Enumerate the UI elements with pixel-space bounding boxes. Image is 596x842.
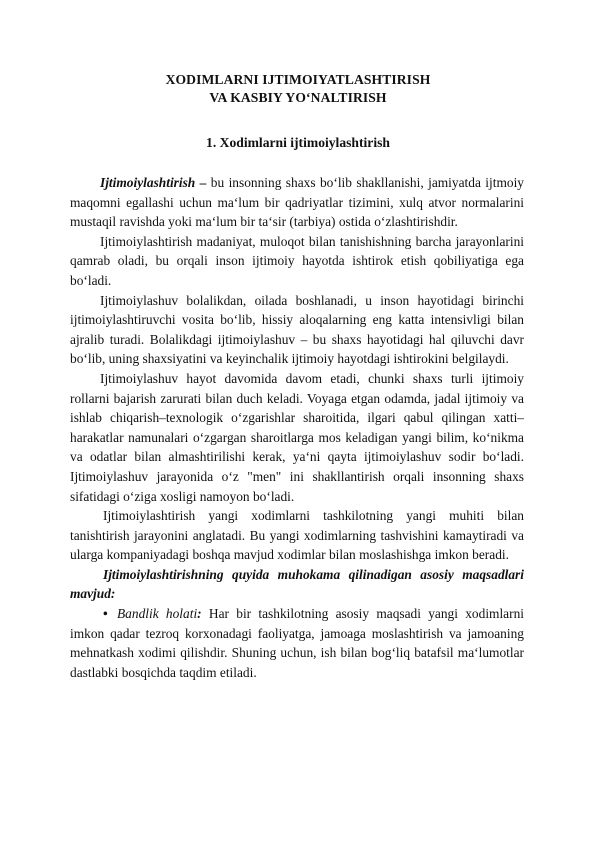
definition-text: bu insonning shaxs bo‘lib shakllanishi, jamiyatda ijtmoiy maqomni egallashi uchun ma‘lum bir qadriyatlar tizimini, xulq atvor normalarini mustaqil ravishda yoki ma‘lum bir ta‘sir (tarbiya) ostida o‘zlashtirishdir. <box>70 175 524 230</box>
paragraph-definition <box>70 173 524 232</box>
bullet-text: Har bir tashkilotning asosiy maqsadi yangi xodimlarni imkon qadar tezroq korxonadagi faoliyatga, jamoaga moslashtirish va jamoaning mehnatkash xodimi qilishdir. Shuning uchun, ish bilan bog‘liq batafsil ma‘lumotlar dastlabki bosqichda taqdim etiladi. <box>70 606 525 680</box>
document-body <box>70 173 524 682</box>
title-line-2: VA KASBIY YO‘NALTIRISH <box>209 90 387 105</box>
definition-term: Ijtimoiylashtirish <box>100 175 196 190</box>
document-title <box>0 71 596 107</box>
paragraph-4: Ijtimoiylashuv hayot davomida davom etadi, chunki shaxs turli ijtimoiy rollarni bajarish zarurati bilan duch keladi. Voyaga etgan odamda, jadal ijtimoiy va ishlab chiqarish–texnologik o‘zgarishlar sharoitida, ilgari qabul qilingan xatti–harakatlar namunalari o‘zgargan sharoitlarga mos keladigan yangi bilim, ko‘nikma va odatlar bilan almashtirilishi kerak, ya‘ni qayta ijtimoiylashuv sodir bo‘ladi. Ijtimoiylashuv jarayonida o‘z "men" ini shakllantirish orqali insonning shaxs sifatidagi o‘ziga xosligi namoyon bo‘ladi. <box>70 370 524 504</box>
paragraph-2: Ijtimoiylashtirish madaniyat, muloqot bilan tanishishning barcha jarayonlarini qamrab oladi, bu orqali inson ijtimoiy hayotda ishtirok etish qobiliyatiga ega bo‘ladi. <box>70 233 524 288</box>
paragraph-goals-heading: Ijtimoiylashtirishning quyida muhokama qilinadigan asosiy maqsadlari mavjud: <box>70 566 524 602</box>
title-line-1: XODIMLARNI IJTIMOIYATLASHTIRISH <box>165 72 431 87</box>
paragraph-3: Ijtimoiylashuv bolalikdan, oilada boshlanadi, u inson hayotidagi birinchi ijtimoiylashtiruvchi vosita bo‘lib, hissiy aloqalarning eng katta intensivligi bilan ajralib turadi. Bolalikdagi ijtimoiylashuv – bu shaxs hayotidagi hal qiluvchi davr bo‘lib, uning shaxsiyatini va keyinchalik ijtimoiy hayotdagi ishtirokini belgilaydi. <box>70 292 524 367</box>
bullet-colon: : <box>197 606 202 622</box>
bullet-label: Bandlik holati <box>117 606 198 622</box>
paragraph-5: Ijtimoiylashtirish yangi xodimlarni tashkilotning yangi muhiti bilan tanishtirish jarayonini anglatadi. Bu yangi xodimlarning tashvishini kamaytiradi va ularga kompaniyadagi boshqa mavjud xodimlar bilan moslashishga imkon beradi. <box>70 508 524 563</box>
section-heading: 1. Xodimlarni ijtimoiylashtirish <box>206 135 390 150</box>
bullet-item-employment <box>70 604 524 682</box>
bullet-icon: • <box>103 606 108 622</box>
definition-dash: – <box>195 175 211 190</box>
